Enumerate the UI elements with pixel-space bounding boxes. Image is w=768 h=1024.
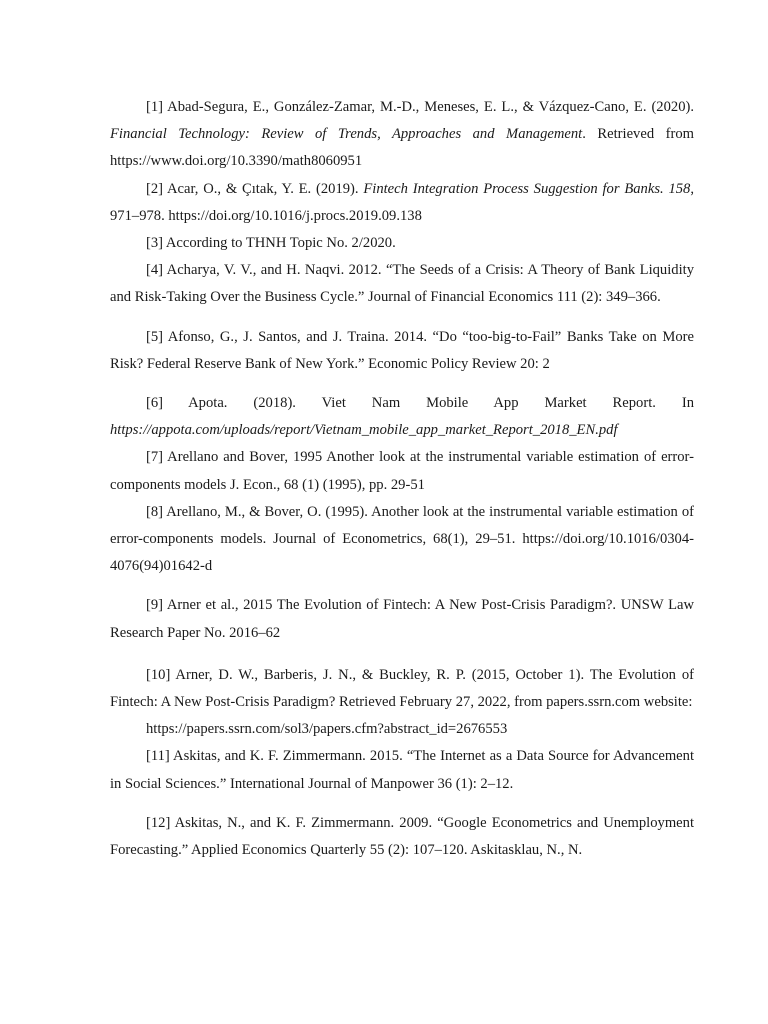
reference-text: [1] Abad-Segura, E., González-Zamar, M.-D., Meneses, E. L., & Vázquez-Cano, E. (2020). <box>146 99 694 115</box>
reference-title: Financial Technology: Review of Trends, Approaches and Management <box>110 126 583 143</box>
reference-title: Fintech Integration Process Suggestion for Banks. 158 <box>363 180 691 197</box>
reference-url: https://appota.com/uploads/report/Vietnam_mobile_app_market_Report_2018_EN.pdf <box>110 422 618 439</box>
reference-text: [6] Apota. (2018). Viet Nam Mobile App Market Report. In <box>146 395 694 412</box>
reference-item-8: [8] Arellano, M., & Bover, O. (1995). Another look at the instrumental variable estimation of error-components models. Journal of Econometrics, 68(1), 29–51. https://doi.org/10.1016/0304-4076(94)01642-d <box>110 503 694 575</box>
reference-item-2 <box>110 176 694 230</box>
reference-item-9: [9] Arner et al., 2015 The Evolution of Fintech: A New Post-Crisis Paradigm?. UNSW Law Research Paper No. 2016–62 <box>110 597 694 641</box>
reference-item-3: [3] According to THNH Topic No. 2/2020. <box>146 235 396 252</box>
reference-item-7: [7] Arellano and Bover, 1995 Another look at the instrumental variable estimation of error-components models J. Econ., 68 (1) (1995), pp. 29-51 <box>110 449 694 493</box>
reference-item-1 <box>110 94 694 176</box>
reference-item-11: [11] Askitas, and K. F. Zimmermann. 2015. “The Internet as a Data Source for Advancement in Social Sciences.” International Journal of Manpower 36 (1): 2–12. <box>110 748 694 792</box>
reference-url-line: https://papers.ssrn.com/sol3/papers.cfm?abstract_id=2676553 <box>146 721 508 738</box>
reference-list <box>110 94 694 864</box>
reference-item-5: [5] Afonso, G., J. Santos, and J. Traina. 2014. “Do “too-big-to-Fail” Banks Take on More Risk? Federal Reserve Bank of New York.” Economic Policy Review 20: 2 <box>110 328 694 372</box>
reference-item-10: [10] Arner, D. W., Barberis, J. N., & Buckley, R. P. (2015, October 1). The Evolution of Fintech: A New Post-Crisis Paradigm? Retrieved February 27, 2022, from papers.ssrn.com website: <box>110 666 694 711</box>
reference-text: . Retrieved from https://www.doi.org/10.3390/math8060951 <box>110 126 694 170</box>
reference-text: [2] Acar, O., & Çıtak, Y. E. (2019). <box>146 180 364 197</box>
reference-item-4: [4] Acharya, V. V., and H. Naqvi. 2012. “The Seeds of a Crisis: A Theory of Bank Liquidity and Risk-Taking Over the Business Cycle.” Journal of Financial Economics 111 (2): 349–366. <box>110 262 694 306</box>
reference-text: , 971–978. https://doi.org/10.1016/j.procs.2019.09.138 <box>110 180 694 224</box>
reference-item-12: [12] Askitas, N., and K. F. Zimmermann. 2009. “Google Econometrics and Unemployment Forecasting.” Applied Economics Quarterly 55 (2): 107–120. Askitasklau, N., N. <box>110 814 694 859</box>
reference-item-6 <box>110 390 694 444</box>
